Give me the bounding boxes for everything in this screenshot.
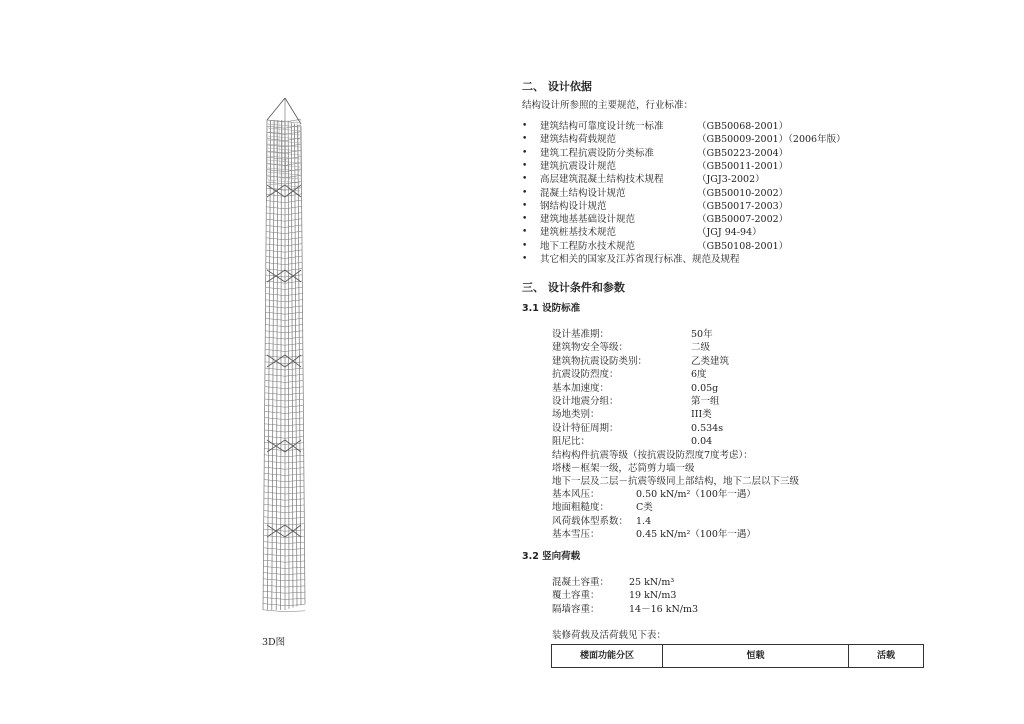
param-value: 0.534s (691, 422, 724, 434)
load-table-header (551, 644, 924, 668)
bullet: • (522, 160, 528, 171)
param-value: 50年 (691, 329, 713, 340)
standard-code: （GB50017-2003） (697, 200, 789, 212)
standard-code: （GB50068-2001） (697, 121, 789, 132)
standard-name: 建筑结构荷载规范 (540, 134, 617, 146)
wind-value: 0.50 kN/m²（100年一遇） (636, 489, 756, 500)
bullet: • (522, 187, 528, 198)
bullet: • (522, 174, 528, 185)
bullet: • (522, 254, 528, 264)
standard-code: （GB50010-2002） (697, 187, 789, 199)
section2-heading: 二、 设计依据 (522, 80, 592, 93)
standard-name: 钢结构设计规范 (540, 200, 607, 212)
standard-name: 其它相关的国家及江苏省现行标准、规范及规程 (540, 254, 740, 265)
wind-label: 基本雪压： (552, 529, 600, 541)
figure-caption: 3D图 (262, 637, 286, 648)
bullet: • (522, 227, 528, 238)
seismic-grade-intro: 结构构件抗震等级（按抗震设防烈度7度考虑）： (552, 450, 753, 461)
param-value: 乙类建筑 (691, 355, 730, 367)
standard-name: 建筑结构可靠度设计统一标准 (540, 121, 664, 132)
subsection-3-1-heading: 3.1 设防标准 (522, 303, 581, 314)
standard-name: 高层建筑混凝土结构技术规程 (540, 174, 664, 186)
load-label: 隔墙容重： (552, 603, 600, 615)
seismic-grade-tower: 塔楼－框架一级，芯筒剪力墙一级 (552, 463, 695, 474)
param-label: 场地类别： (552, 409, 600, 421)
load-value: 19 kN/m3 (629, 590, 677, 602)
seismic-grade-basement: 地下一层及二层－抗震等级同上部结构，地下二层以下三级 (552, 476, 800, 487)
load-label: 混凝土容重： (552, 577, 610, 588)
table-header-zone: 楼面功能分区 (579, 651, 634, 661)
standard-name: 建筑地基基础设计规范 (540, 214, 636, 226)
bullet: • (522, 214, 528, 225)
section3-heading: 三、 设计条件和参数 (522, 281, 625, 294)
param-label: 抗震设防烈度： (552, 369, 619, 381)
table-intro: 装修荷载及活荷载见下表： (552, 630, 667, 641)
standard-name: 混凝土结构设计规范 (540, 187, 626, 199)
bullet: • (522, 200, 528, 211)
table-header-live-load: 活载 (876, 651, 895, 661)
param-value: III类 (691, 409, 712, 421)
param-value: 6度 (691, 369, 707, 381)
bullet: • (522, 147, 528, 158)
wind-label: 基本风压： (552, 489, 600, 500)
subsection-3-2-heading: 3.2 竖向荷载 (522, 551, 581, 562)
load-value: 14－16 kN/m3 (629, 603, 699, 615)
standard-code: （JGJ3-2002） (697, 174, 765, 186)
standard-code: （GB50011-2001） (697, 160, 789, 172)
standard-code: （GB50007-2002） (697, 214, 789, 226)
section2-intro: 结构设计所参照的主要规范，行业标准： (522, 100, 694, 111)
bullet: • (522, 240, 528, 251)
wind-value: C类 (636, 502, 653, 514)
param-value: 二级 (691, 342, 711, 354)
standard-code: （JGJ 94-94） (697, 227, 762, 239)
standard-name: 建筑工程抗震设防分类标准 (540, 147, 655, 159)
wind-value: 1.4 (636, 515, 652, 527)
param-label: 设计特征周期： (552, 422, 619, 434)
wind-label: 风荷载体型系数： (552, 515, 629, 527)
param-label: 设计基准期： (552, 329, 610, 340)
wind-value: 0.45 kN/m²（100年一遇） (636, 529, 756, 541)
standard-name: 地下工程防水技术规范 (540, 240, 636, 252)
wind-label: 地面粗糙度： (552, 502, 610, 514)
param-label: 建筑物安全等级： (552, 342, 629, 354)
tower-3d-drawing (255, 95, 315, 615)
standard-code: （GB50223-2004） (697, 147, 789, 159)
table-header-dead-load: 恒载 (746, 651, 765, 661)
param-value: 0.04 (691, 436, 713, 448)
load-value: 25 kN/m³ (629, 577, 675, 588)
param-value: 0.05g (691, 382, 719, 394)
standard-code: （GB50009-2001）（2006年版） (697, 134, 846, 146)
param-label: 建筑物抗震设防类别： (552, 355, 648, 367)
standard-name: 建筑桩基技术规范 (540, 227, 617, 239)
param-label: 设计地震分组： (552, 396, 619, 407)
standard-code: （GB50108-2001） (697, 240, 789, 252)
standard-name: 建筑抗震设计规范 (540, 160, 617, 172)
load-label: 覆土容重： (552, 590, 600, 602)
bullet: • (522, 134, 528, 145)
param-label: 阻尼比： (552, 436, 591, 448)
param-label: 基本加速度： (552, 382, 610, 394)
bullet: • (522, 121, 528, 131)
param-value: 第一组 (691, 396, 720, 407)
